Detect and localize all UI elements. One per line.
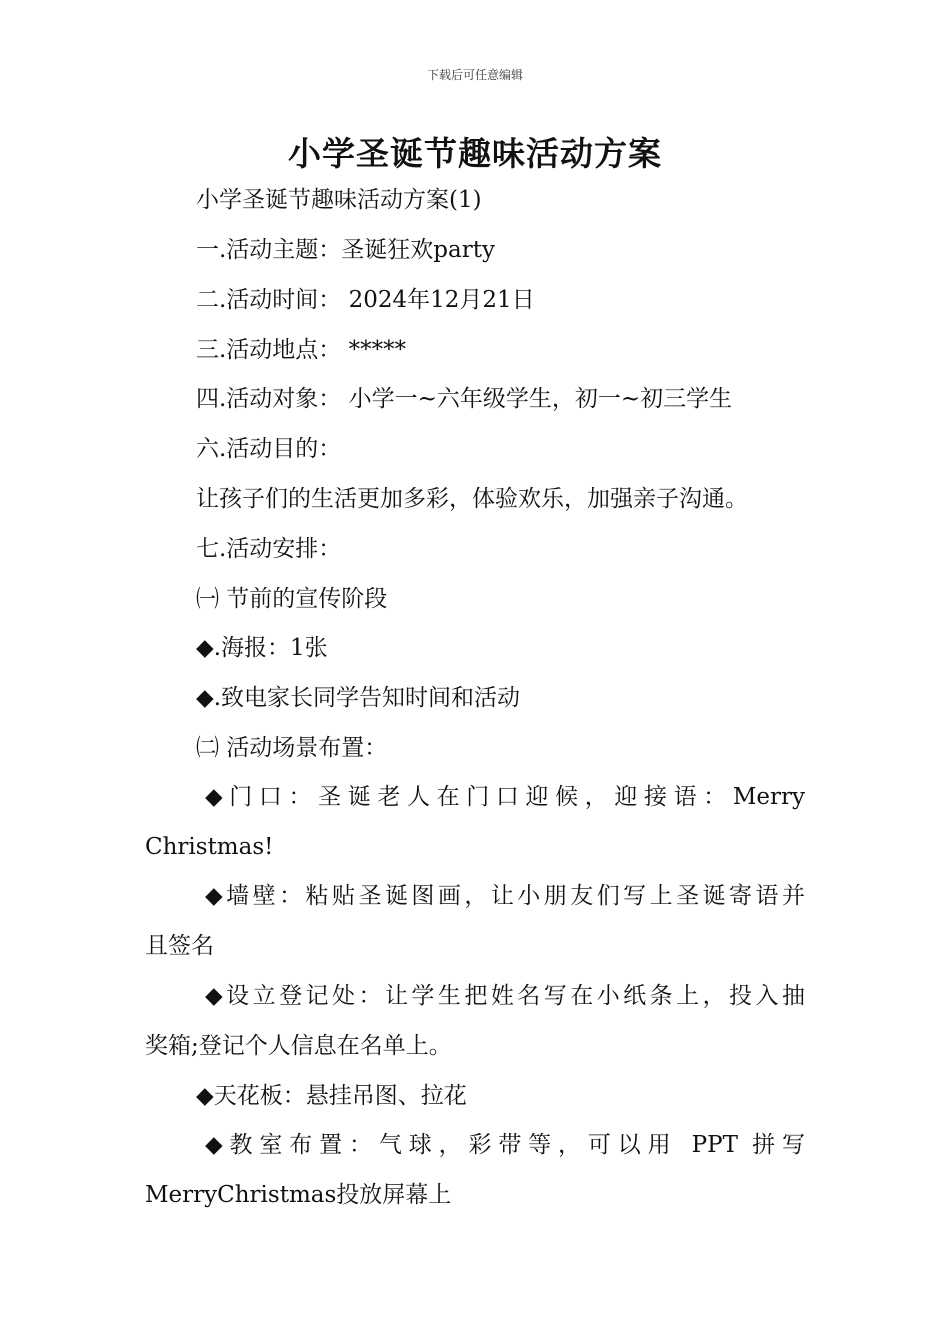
classroom-paragraph (145, 1120, 805, 1220)
time-line: 二.活动时间： 2024年12月21日 (196, 287, 535, 313)
theme-line: 一.活动主题：圣诞狂欢party (196, 237, 495, 263)
register-rest-line: 奖箱;登记个人信息在名单上。 (145, 1033, 452, 1059)
notice-item: ◆.致电家长同学告知时间和活动 (196, 685, 520, 711)
header-note: 下载后可任意编辑 (426, 68, 523, 82)
place-line: 三.活动地点： ***** (196, 337, 407, 363)
subtitle: 小学圣诞节趣味活动方案(1) (196, 187, 482, 213)
stage2-heading: ㈡ 活动场景布置： (196, 735, 388, 761)
purpose-heading: 六.活动目的： (196, 436, 342, 462)
purpose-text: 让孩子们的生活更加多彩，体验欢乐，加强亲子沟通。 (196, 486, 748, 512)
document-title: 小学圣诞节趣味活动方案 (288, 134, 662, 173)
door-paragraph (145, 772, 805, 872)
register-paragraph (145, 971, 805, 1071)
register-first-line: ◆设立登记处：让学生把姓名写在小纸条上，投入抽 (205, 983, 805, 1009)
classroom-rest-line: MerryChristmas投放屏幕上 (145, 1182, 452, 1208)
stage1-heading: ㈠ 节前的宣传阶段 (196, 586, 388, 612)
door-first-line: ◆门口：圣诞老人在门口迎候，迎接语：Merry (205, 784, 805, 810)
wall-paragraph (145, 871, 805, 971)
poster-item: ◆.海报：1张 (196, 635, 328, 661)
audience-line: 四.活动对象： 小学一~六年级学生，初一~初三学生 (196, 386, 733, 412)
classroom-first-line: ◆教室布置：气球，彩带等，可以用 PPT 拼写 (205, 1132, 805, 1158)
wall-rest-line: 且签名 (145, 933, 214, 959)
arrangement-heading: 七.活动安排： (196, 536, 342, 562)
ceiling-item: ◆天花板：悬挂吊图、拉花 (196, 1083, 467, 1109)
wall-first-line: ◆墙壁：粘贴圣诞图画，让小朋友们写上圣诞寄语并 (205, 883, 805, 909)
door-rest-line: Christmas! (145, 834, 274, 860)
